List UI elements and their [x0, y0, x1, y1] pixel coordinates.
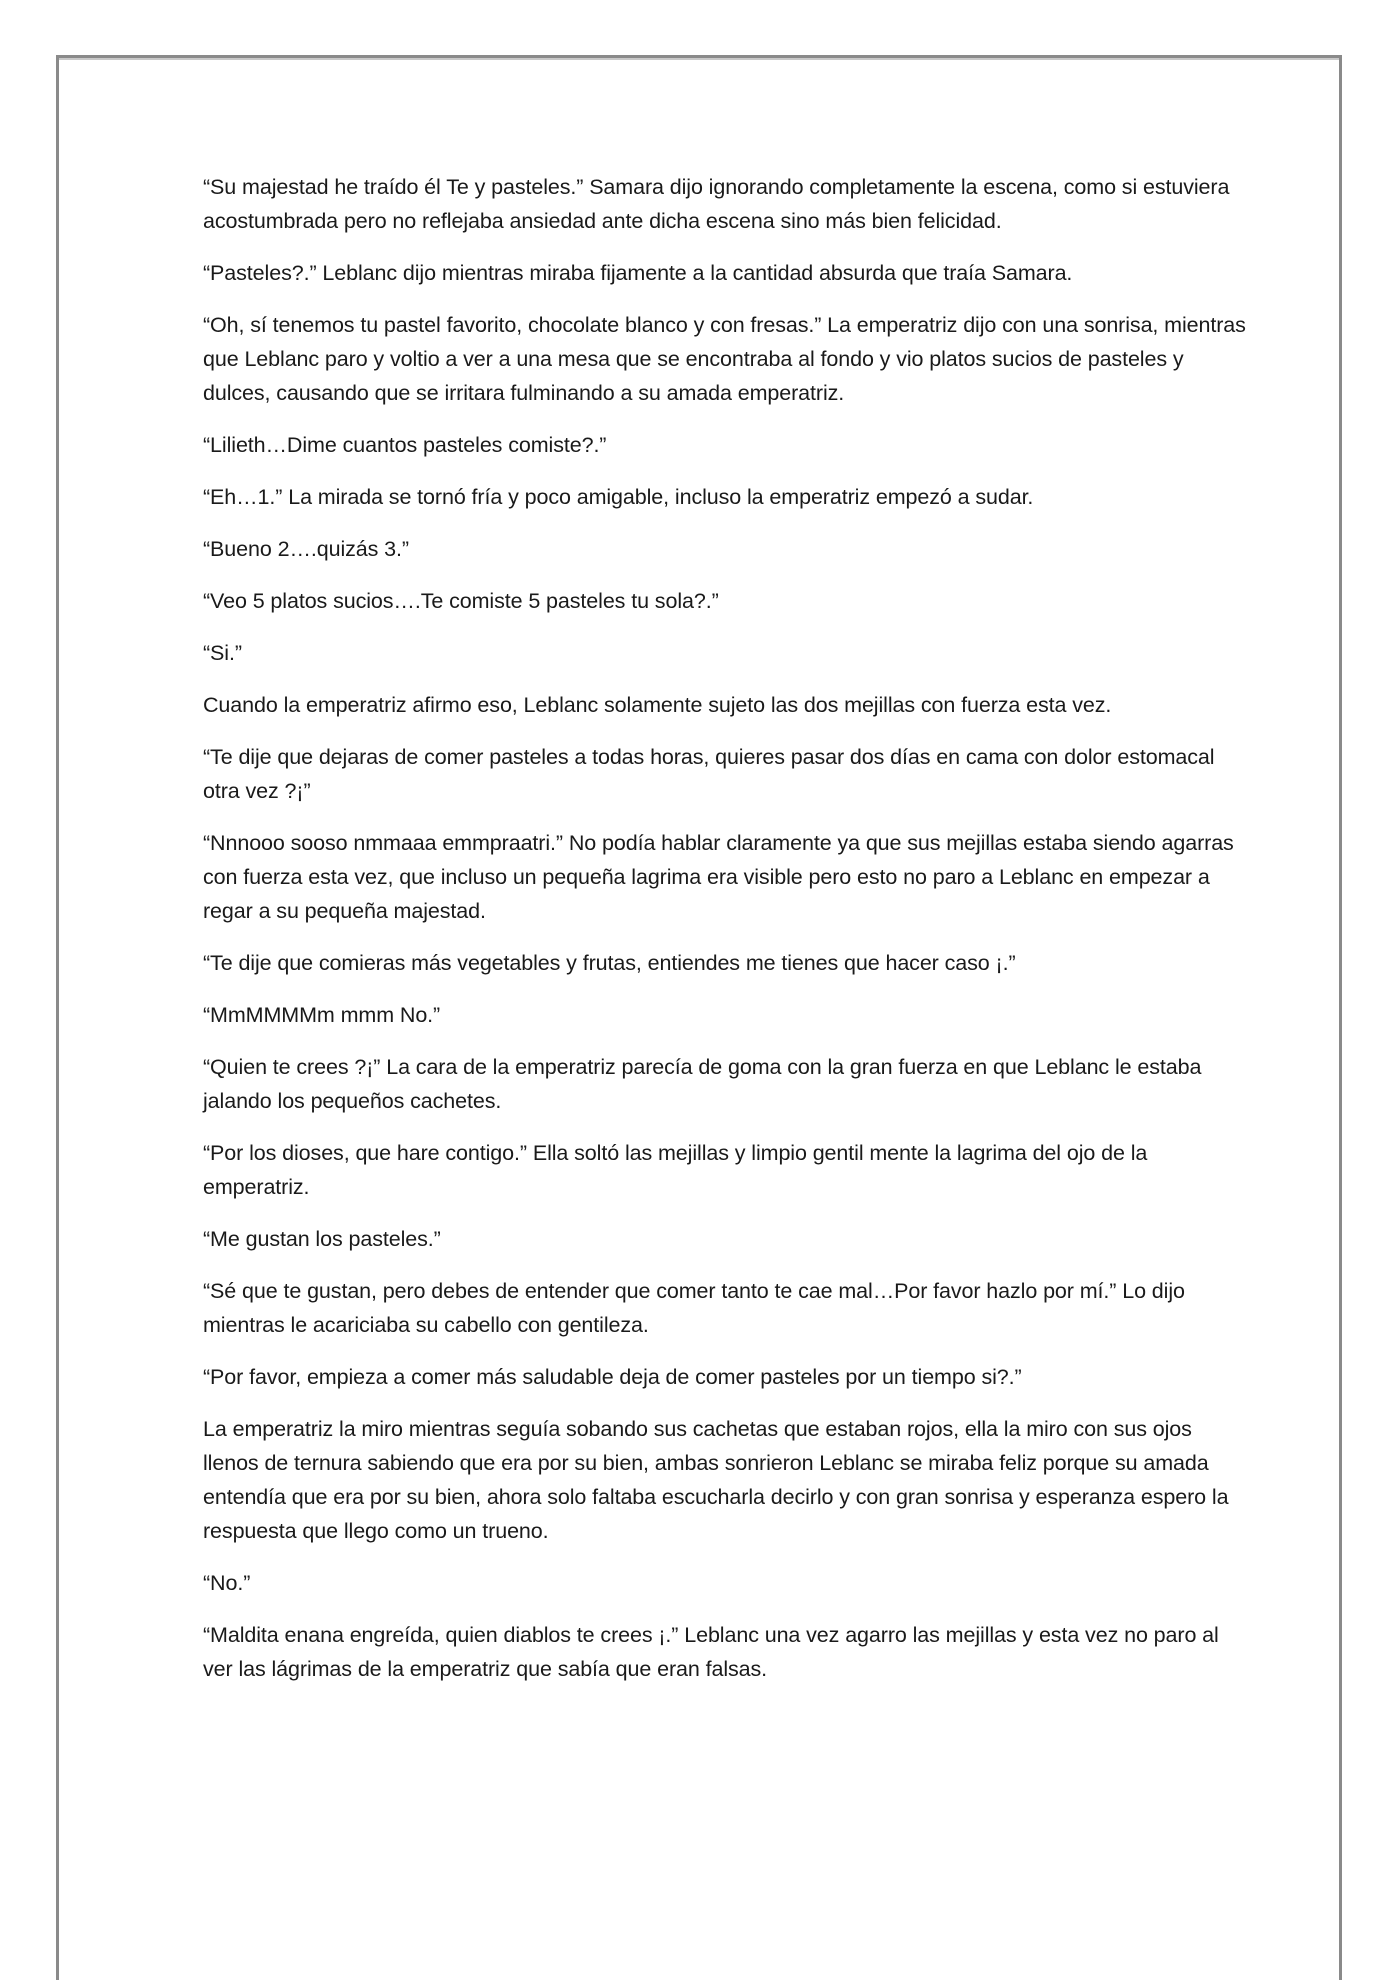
- paragraph-4: “Lilieth…Dime cuantos pasteles comiste?.”: [203, 433, 607, 457]
- paragraph-5: “Eh…1.” La mirada se tornó fría y poco amigable, incluso la emperatriz empezó a sudar.: [203, 485, 1034, 509]
- paragraph-13: “MmMMMMm mmm No.”: [203, 1003, 441, 1027]
- paragraph-7: “Veo 5 platos sucios….Te comiste 5 pasteles tu sola?.”: [203, 589, 719, 613]
- paragraph-12: “Te dije que comieras más vegetables y frutas, entiendes me tienes que hacer caso ¡.”: [203, 951, 1016, 975]
- paragraph-3: “Oh, sí tenemos tu pastel favorito, chocolate blanco y con fresas.” La emperatriz dijo con una sonrisa, mientras que Leblanc paro y voltio a ver a una mesa que se encontraba al fondo y vio platos sucios de pasteles y dulces, causando que se irritara fulminando a su amada emperatriz.: [203, 313, 1246, 405]
- paragraph-9: Cuando la emperatriz afirmo eso, Leblanc solamente sujeto las dos mejillas con fuerza esta vez.: [203, 693, 1112, 717]
- paragraph-10: “Te dije que dejaras de comer pasteles a todas horas, quieres pasar dos días en cama con dolor estomacal otra vez ?¡”: [203, 745, 1215, 803]
- paragraph-19: La emperatriz la miro mientras seguía sobando sus cachetas que estaban rojos, ella la miro con sus ojos llenos de ternura sabiendo que era por su bien, ambas sonrieron Leblanc se miraba feliz porque su amada entendía que era por su bien, ahora solo faltaba escucharla decirlo y con gran sonrisa y esperanza espero la respuesta que llego como un trueno.: [203, 1417, 1229, 1543]
- paragraph-6: “Bueno 2….quizás 3.”: [203, 537, 409, 561]
- paragraph-15: “Por los dioses, que hare contigo.” Ella soltó las mejillas y limpio gentil mente la lagrima del ojo de la emperatriz.: [203, 1141, 1148, 1199]
- paragraph-16: “Me gustan los pasteles.”: [203, 1227, 441, 1251]
- document-page: [56, 55, 1342, 1980]
- paragraph-2: “Pasteles?.” Leblanc dijo mientras miraba fijamente a la cantidad absurda que traía Samara.: [203, 261, 1073, 285]
- paragraph-1: “Su majestad he traído él Te y pasteles.” Samara dijo ignorando completamente la escena, como si estuviera acostumbrada pero no reflejaba ansiedad ante dicha escena sino más bien felicidad.: [203, 175, 1230, 233]
- paragraph-17: “Sé que te gustan, pero debes de entender que comer tanto te cae mal…Por favor hazlo por mí.” Lo dijo mientras le acariciaba su cabello con gentileza.: [203, 1279, 1185, 1337]
- paragraph-8: “Si.”: [203, 641, 242, 665]
- paragraph-18: “Por favor, empieza a comer más saludable deja de comer pasteles por un tiempo si?.”: [203, 1365, 1022, 1389]
- paragraph-21: “Maldita enana engreída, quien diablos te crees ¡.” Leblanc una vez agarro las mejillas y esta vez no paro al ver las lágrimas de la emperatriz que sabía que eran falsas.: [203, 1623, 1219, 1681]
- document-text-body: [203, 170, 1253, 1704]
- paragraph-20: “No.”: [203, 1571, 251, 1595]
- paragraph-14: “Quien te crees ?¡” La cara de la emperatriz parecía de goma con la gran fuerza en que Leblanc le estaba jalando los pequeños cachetes.: [203, 1055, 1202, 1113]
- paragraph-11: “Nnnooo sooso nmmaaa emmpraatri.” No podía hablar claramente ya que sus mejillas estaba siendo agarras con fuerza esta vez, que incluso un pequeña lagrima era visible pero esto no paro a Leblanc en empezar a regar a su pequeña majestad.: [203, 831, 1234, 923]
